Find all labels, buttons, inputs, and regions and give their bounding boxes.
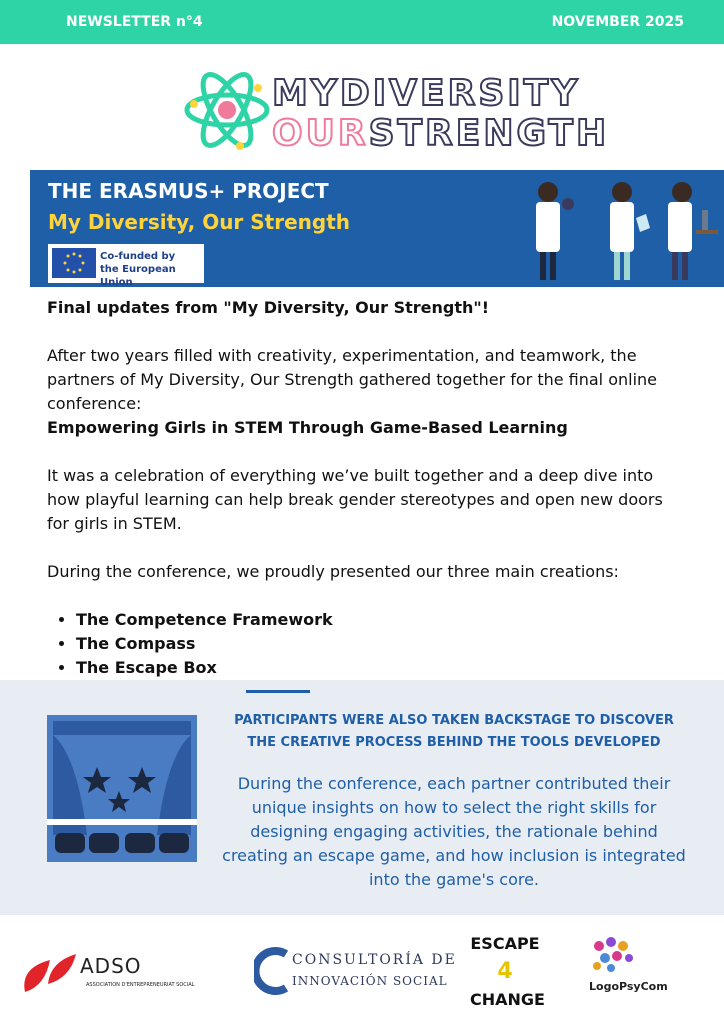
e4c-escape: ESCAPE (470, 934, 540, 953)
logopsycom-logo (585, 936, 695, 1006)
backstage-heading: PARTICIPANTS WERE ALSO TAKEN BACKSTAGE TO DISCOVER THE CREATIVE PROCESS BEHIND THE TOOLS DEVELOPED (234, 713, 674, 750)
project-logo (180, 64, 610, 156)
cis-line-1: CONSULTORÍA DE (292, 952, 457, 968)
eu-flag-icon (52, 248, 96, 278)
atom-icon (180, 64, 275, 156)
adso-leaf-icon (20, 948, 80, 998)
cis-line-2: INNOVACIÓN SOCIAL (292, 974, 448, 988)
cis-c-icon (254, 946, 290, 996)
project-banner (30, 170, 724, 287)
banner-title: THE ERASMUS+ PROJECT (48, 179, 329, 203)
paragraph-3: During the conference, we proudly presented our three main creations: (47, 562, 619, 581)
logo-text-our: OUR (272, 113, 369, 154)
paragraph-1: After two years filled with creativity, experimentation, and teamwork, the partners of My Diversity, Our Strength gathered together for the final online conference: (47, 346, 658, 413)
scientists-illustration (510, 174, 720, 286)
adso-subtitle: ASSOCIATION D'ENTREPRENEURIAT SOCIAL (86, 982, 195, 988)
e4c-four: 4 (497, 959, 513, 984)
logo-text-my-diversity: MYDIVERSITY (272, 73, 581, 114)
adso-name: ADSO (80, 954, 142, 978)
article-heading: Final updates from "My Diversity, Our Strength"! (47, 298, 489, 317)
section-divider (246, 690, 310, 693)
eu-line-2: the European Union (100, 264, 176, 288)
theater-stage-icon (47, 715, 197, 862)
newsletter-date: NOVEMBER 2025 (551, 14, 684, 30)
paragraph-2: It was a celebration of everything we’ve built together and a deep dive into how playful learning can help break gender stereotypes and open new doors for girls in STEM. (47, 466, 663, 533)
logo-text-strength: STRENGTH (368, 113, 610, 154)
eu-cofunded-badge (48, 244, 204, 288)
article-body (47, 296, 687, 680)
consultoria-logo (254, 944, 457, 1000)
banner-subtitle: My Diversity, Our Strength (48, 210, 351, 234)
escape4change-logo (470, 930, 545, 1020)
adso-logo (20, 940, 220, 1000)
conference-title: Empowering Girls in STEM Through Game-Based Learning (47, 418, 568, 437)
logo-text-our-strength (272, 113, 610, 154)
newsletter-header-bar (0, 0, 724, 44)
list-item: • The Compass (76, 632, 687, 656)
backstage-section (0, 680, 724, 915)
newsletter-number: NEWSLETTER n°4 (66, 14, 203, 30)
backstage-body: During the conference, each partner contributed their unique insights on how to select the right skills for designing engaging activities, the rationale behind creating an escape game, and how inclusion is integrated into the game's core. (222, 774, 686, 889)
lpc-name: LogoPsyCom (589, 980, 668, 993)
e4c-change: CHANGE (470, 990, 545, 1009)
creations-list (47, 608, 687, 680)
partner-logos (0, 930, 724, 1024)
list-item: • The Competence Framework (76, 608, 687, 632)
list-item: • The Escape Box (76, 656, 687, 680)
eu-line-1: Co-funded by (100, 251, 176, 262)
lpc-brain-icon (589, 936, 639, 976)
